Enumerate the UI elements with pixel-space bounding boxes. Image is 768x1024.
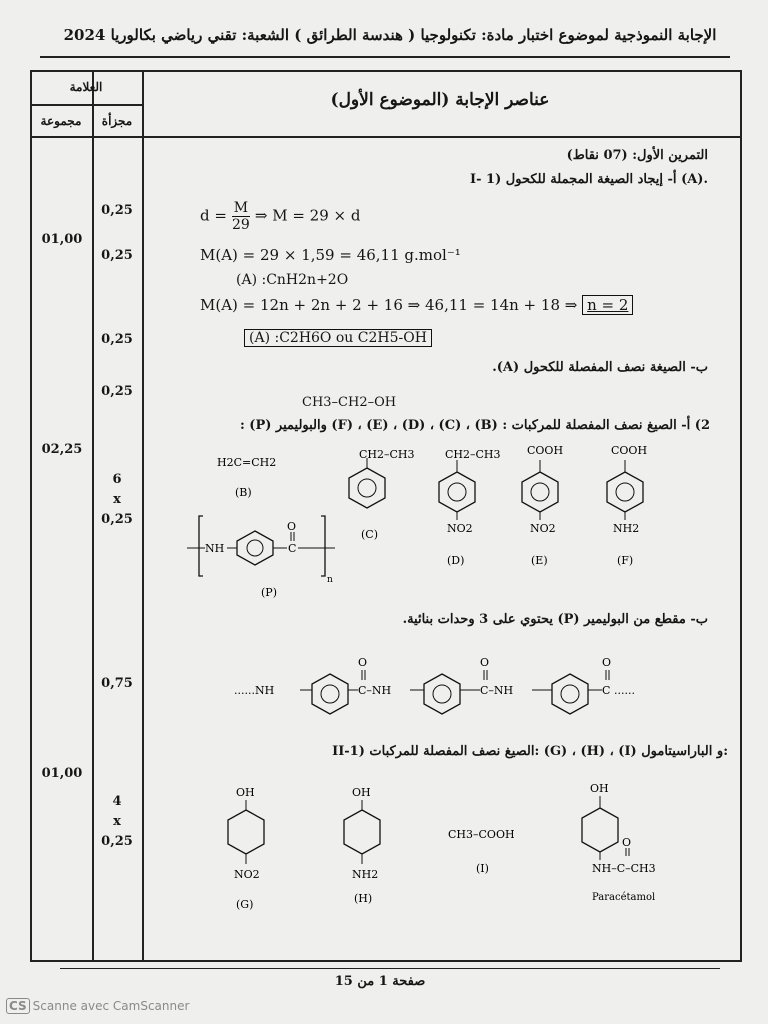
- compound-f-label: (F): [617, 554, 634, 567]
- equation-solve-text: M(A) = 12n + 2n + 2 + 16 ⇒ 46,11 = 14n + 18 ⇒: [200, 296, 578, 314]
- segment-unit-1: C–NH: [358, 684, 392, 697]
- compound-f-structure: [607, 444, 647, 567]
- segment-start: ......NH: [234, 684, 275, 697]
- paracetamol-para: NH–C–CH3: [592, 862, 656, 875]
- partial-mark: 0,25: [101, 332, 133, 347]
- partial-mark: 0,25: [101, 203, 133, 218]
- paracetamol-structure: [582, 782, 656, 903]
- partial-mark: 0,25: [101, 834, 133, 849]
- compound-h-top: OH: [352, 786, 371, 799]
- camscanner-logo-icon: CS: [6, 998, 30, 1014]
- ethanol-formula: CH3–CH2–OH: [302, 395, 397, 410]
- fraction: [232, 200, 250, 233]
- compound-f-substituent: COOH: [611, 444, 648, 457]
- compound-g-label: (G): [236, 898, 254, 911]
- footer-rule: [60, 968, 720, 969]
- equation-solve-n: [200, 296, 633, 314]
- compound-h-para: NH2: [352, 868, 379, 881]
- question-2b: ب- مقطع من البوليمير (P) يحتوي على 3 وحدات بنائية.: [402, 612, 708, 627]
- total-mark: 01,00: [41, 766, 83, 781]
- compound-g-structure: [228, 786, 264, 911]
- compound-d-label: (D): [447, 554, 465, 567]
- polymer-nh: NH: [205, 542, 225, 555]
- camscanner-watermark: [6, 998, 189, 1014]
- page-number: صفحة 1 من 15: [334, 974, 426, 989]
- partial-mark: 0,25: [101, 248, 133, 263]
- exercise-title: التمرين الأول: (07 نقاط): [566, 148, 708, 163]
- watermark-text: Scanne avec CamScanner: [32, 999, 190, 1013]
- compound-b-label: (B): [235, 486, 252, 499]
- compound-g-top: OH: [236, 786, 255, 799]
- question-2a: 2) أ- الصيغ نصف المفصلة للمركبات : (B) ، (C) ، (D) ، (E) ، (F) والبوليمير (P) :: [239, 418, 710, 433]
- equation-molar-mass: M(A) = 29 × 1,59 = 46,11 g.mol⁻¹: [200, 246, 461, 264]
- paracetamol-top: OH: [590, 782, 609, 795]
- compound-g-para: NO2: [234, 868, 260, 881]
- partial-mark: 0,25: [101, 384, 133, 399]
- compound-i-label: (I): [476, 862, 489, 875]
- paracetamol-label: Paracétamol: [592, 892, 656, 903]
- partial-mark: 4: [112, 794, 122, 809]
- polymer-carbonyl-c: C: [288, 542, 297, 555]
- formula-answer-box: [244, 330, 432, 346]
- fraction-denominator: 29: [231, 217, 250, 233]
- paracetamol-o: O: [622, 836, 632, 849]
- structures-row-2: [190, 778, 710, 928]
- compound-d-para: NO2: [447, 522, 473, 535]
- fraction-numerator: M: [233, 200, 249, 216]
- polymer-p-structure: [187, 516, 335, 599]
- compound-h-label: (H): [354, 892, 373, 905]
- segment-o-2: O: [480, 656, 490, 669]
- table-header-divider: [30, 136, 742, 138]
- total-column-header: مجموعة: [40, 114, 82, 128]
- segment-end-c: C: [602, 684, 611, 697]
- partial-mark: 0,25: [101, 512, 133, 527]
- compound-c-substituent: CH2–CH3: [359, 448, 415, 461]
- compound-i-formula: CH3–COOH: [448, 828, 515, 841]
- question-1b: ب- الصيغة نصف المفصلة للكحول (A).: [492, 360, 708, 375]
- polymer-segment: [230, 652, 700, 722]
- segment-o-1: O: [358, 656, 368, 669]
- segment-unit-2: C–NH: [480, 684, 514, 697]
- column-divider-partial: [142, 70, 144, 962]
- partial-mark: x: [113, 492, 121, 507]
- compound-d-structure: [439, 448, 501, 567]
- segment-end-dots: ......: [614, 684, 635, 697]
- marks-group-header: العلامة: [69, 80, 103, 94]
- partial-mark: 0,75: [101, 676, 133, 691]
- segment-o-3: O: [602, 656, 612, 669]
- polymer-carbonyl-o: O: [287, 520, 297, 533]
- polymer-n: n: [327, 575, 333, 585]
- question-ii-1: II-1) الصيغ نصف المفصلة للمركبات: (G) ، (H) ، (I) و الباراسيتامول:: [332, 744, 728, 759]
- total-mark: 01,00: [41, 232, 83, 247]
- compound-b-formula: H2C=CH2: [217, 456, 277, 469]
- n-result: n = 2: [582, 295, 633, 315]
- structures-row-1: [145, 438, 735, 608]
- page-header: الإجابة النموذجية لموضوع اختبار مادة: تكنولوجيا ( هندسة الطرائق ) الشعبة: تقني رياضي بكالوريا 2024: [63, 26, 717, 44]
- compound-d-substituent: CH2–CH3: [445, 448, 501, 461]
- partial-mark: x: [113, 814, 121, 829]
- partial-mark: 6: [112, 472, 122, 487]
- compound-f-para: NH2: [613, 522, 640, 535]
- question-1a: I- 1) أ- إيجاد الصيغة المجملة للكحول (A).: [470, 172, 708, 187]
- compound-e-label: (E): [531, 554, 548, 567]
- total-mark: 02,25: [41, 442, 83, 457]
- header-rule: [40, 56, 730, 58]
- general-formula: (A) :CnH2n+2O: [236, 272, 349, 288]
- equation-d-rhs: ⇒ M = 29 × d: [254, 206, 361, 225]
- compound-e-para: NO2: [530, 522, 556, 535]
- marks-header-divider: [30, 104, 142, 106]
- boxed-formula: (A) :C2H6O ou C2H5-OH: [244, 329, 432, 347]
- compound-e-substituent: COOH: [527, 444, 564, 457]
- compound-i-structure: [448, 828, 515, 875]
- page-title: عناصر الإجابة (الموضوع الأول): [330, 90, 550, 110]
- polymer-label: (P): [261, 586, 277, 599]
- equation-d-lhs: d =: [200, 206, 227, 225]
- partial-column-header: مجزأة: [101, 114, 133, 128]
- equation-density: [200, 200, 360, 233]
- compound-h-structure: [344, 786, 380, 905]
- compound-c-structure: [349, 448, 415, 541]
- compound-e-structure: [522, 444, 563, 567]
- compound-c-label: (C): [361, 528, 378, 541]
